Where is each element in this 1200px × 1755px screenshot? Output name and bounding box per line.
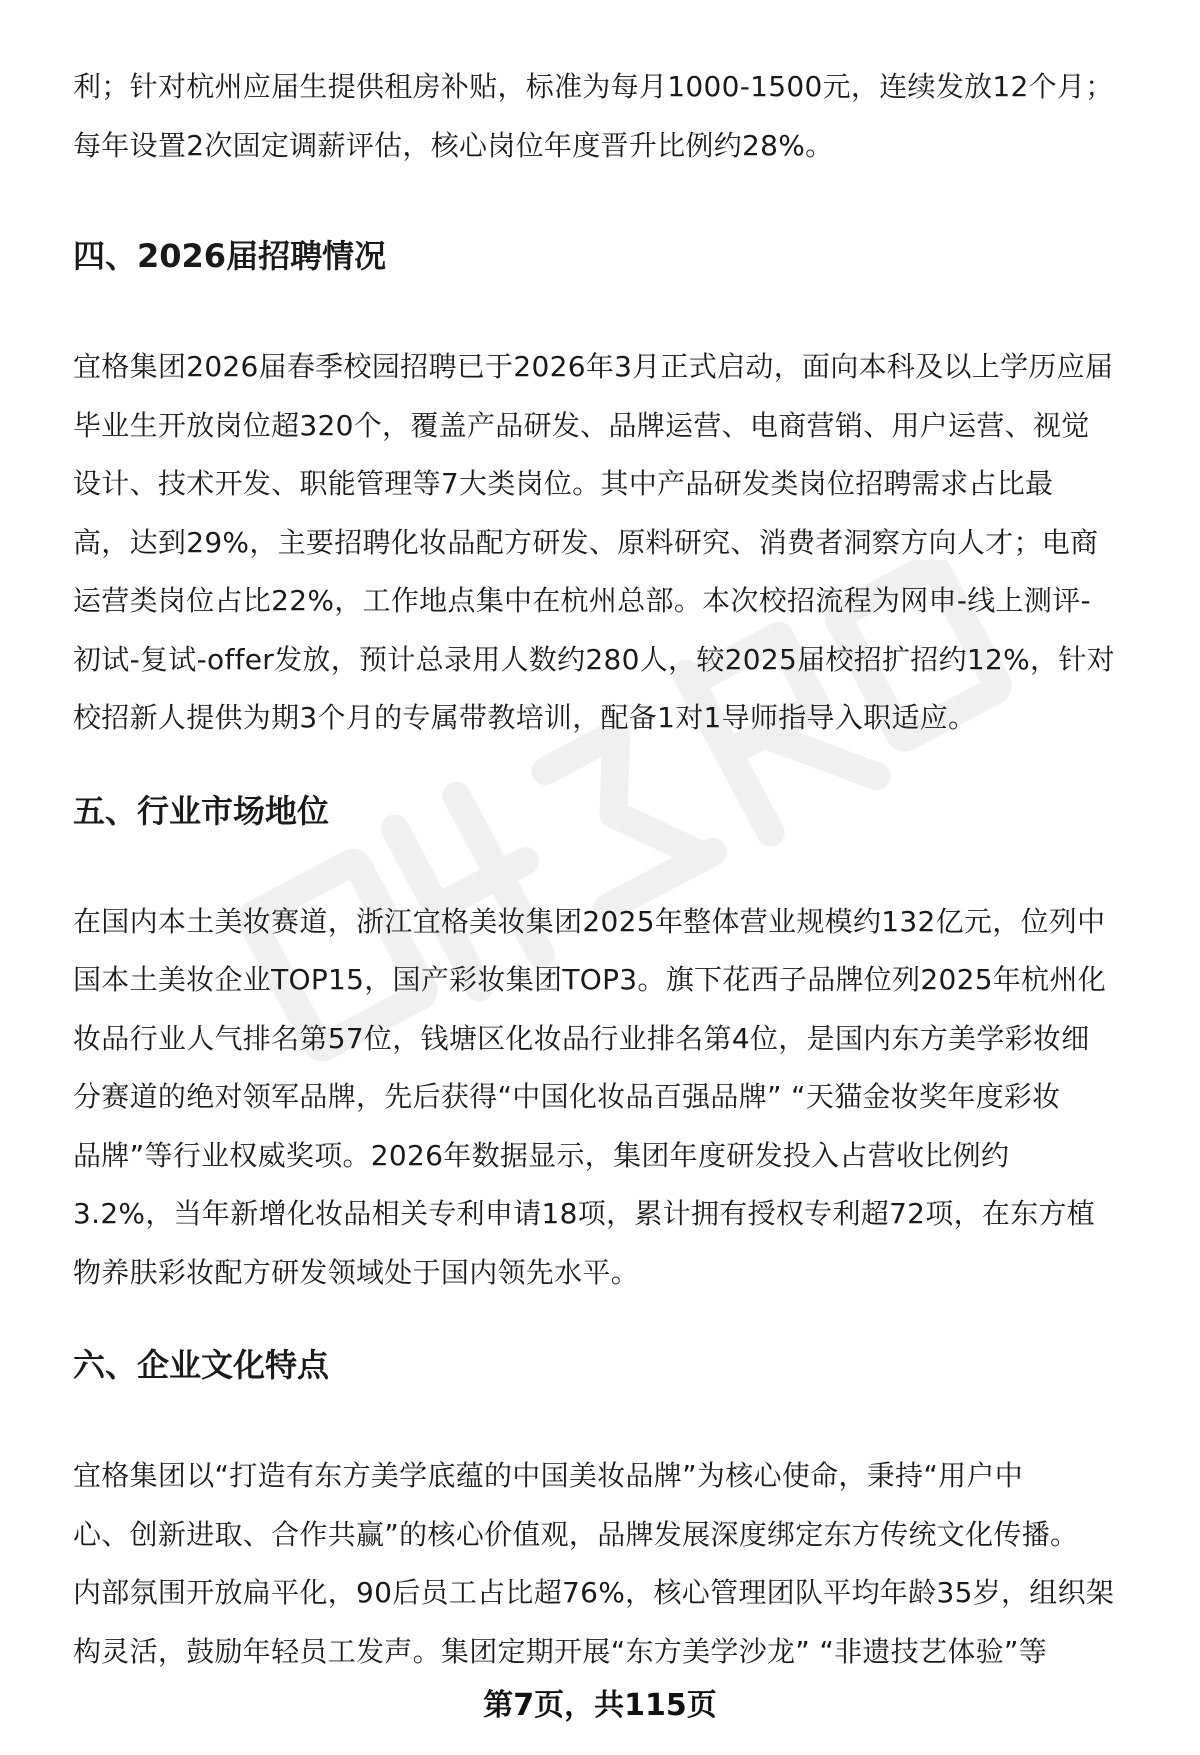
text-line: 设计、技术开发、职能管理等7大类岗位。其中产品研发类岗位招聘需求占比最 xyxy=(73,467,1054,500)
text-line: 初试-复试-offer发放，预计总录用人数约280人，较2025届校招扩招约12%，针对 xyxy=(73,642,1115,676)
text-line: 内部氛围开放扁平化，90后员工占比超76%，核心管理团队平均年龄35岁，组织架 xyxy=(73,1576,1115,1609)
text-line: 3.2%，当年新增化妆品相关专利申请18项，累计拥有授权专利超72项，在东方植 xyxy=(73,1197,1096,1230)
recruitment-paragraph xyxy=(73,338,1163,748)
text-line: 校招新人提供为期3个月的专属带教培训，配备1对1导师指导入职适应。 xyxy=(73,701,977,734)
text-line: 妆品行业人气排名第57位，钱塘区化妆品行业排名第4位，是国内东方美学彩妆细 xyxy=(73,1021,1090,1055)
market-position-paragraph xyxy=(73,893,1163,1303)
section-heading-market-position: 五、行业市场地位 xyxy=(73,791,330,830)
text-line: 运营类岗位占比22%，工作地点集中在杭州总部。本次校招流程为网申-线上测评- xyxy=(73,584,1091,617)
intro-paragraph xyxy=(73,58,1163,175)
page-number-footer: 第7页，共115页 xyxy=(483,1688,717,1723)
section-heading-recruitment: 四、2026届招聘情况 xyxy=(73,237,387,275)
text-line: 心、创新进取、合作共赢”的核心价值观，品牌发展深度绑定东方传统文化传播。 xyxy=(73,1517,1079,1551)
culture-paragraph xyxy=(73,1447,1163,1681)
text-line: 高，达到29%，主要招聘化妆品配方研发、原料研究、消费者洞察方向人才；电商 xyxy=(73,525,1099,559)
text-line: 国本土美妆企业TOP15，国产彩妆集团TOP3。旗下花西子品牌位列2025年杭州化 xyxy=(73,963,1107,996)
text-line: 在国内本土美妆赛道，浙江宜格美妆集团2025年整体营业规模约132亿元，位列中 xyxy=(73,904,1106,938)
text-line: 宜格集团2026届春季校园招聘已于2026年3月正式启动，面向本科及以上学历应届 xyxy=(73,350,1114,383)
section-heading-culture: 六、企业文化特点 xyxy=(73,1346,330,1384)
text-line: 品牌”等行业权威奖项。2026年数据显示，集团年度研发投入占营收比例约 xyxy=(73,1138,1010,1172)
text-line: 构灵活，鼓励年轻员工发声。集团定期开展“东方美学沙龙” “非遗技艺体验”等 xyxy=(73,1634,1048,1668)
text-line: 物养肤彩妆配方研发领域处于国内领先水平。 xyxy=(73,1255,640,1289)
text-line: 分赛道的绝对领军品牌，先后获得“中国化妆品百强品牌” “天猫金妆奖年度彩妆 xyxy=(73,1080,1061,1113)
text-line: 宜格集团以“打造有东方美学底蕴的中国美妆品牌”为核心使命，秉持“用户中 xyxy=(73,1459,1024,1492)
text-line: 毕业生开放岗位超320个，覆盖产品研发、品牌运营、电商营销、用户运营、视觉 xyxy=(73,408,1090,442)
document-body xyxy=(73,58,1163,1681)
text-line: 利；针对杭州应届生提供租房补贴，标准为每月1000-1500元，连续发放12个月； xyxy=(73,70,1114,103)
text-line: 每年设置2次固定调薪评估，核心岗位年度晋升比例约28%。 xyxy=(73,128,834,162)
